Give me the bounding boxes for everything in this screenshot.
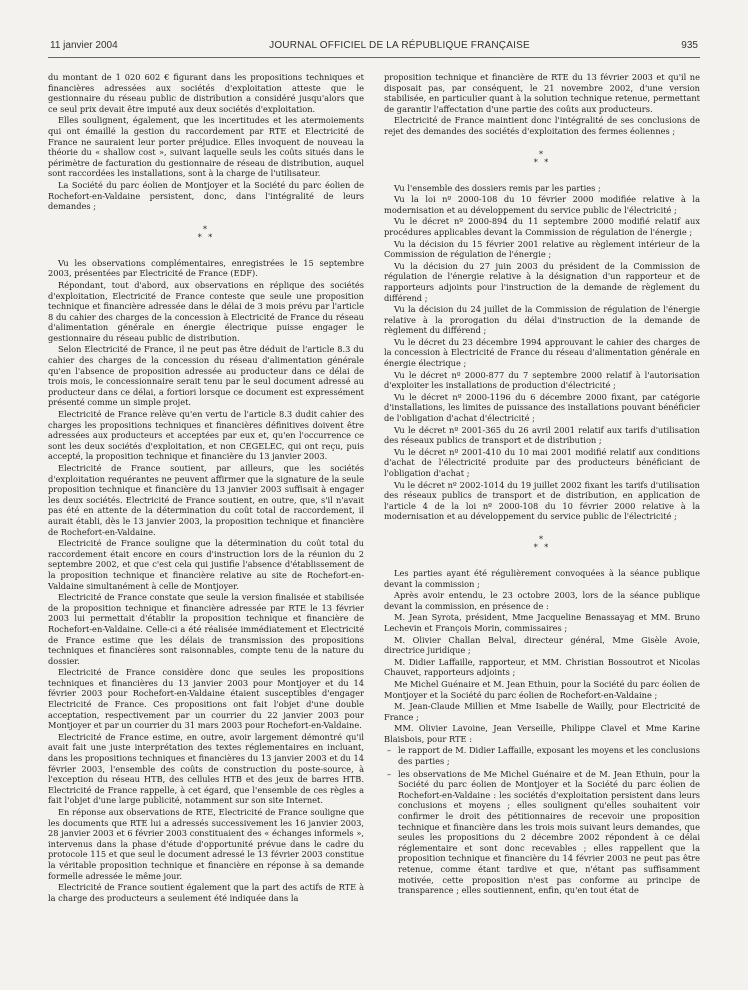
paragraph: Electricité de France relève qu'en vertu de l'article 8.3 dudit cahier des charges les propositions techniques et financières définitives doivent être adressées aux producteurs et acceptées par eux et, qu'en l'occurrence ce sont les deux sociétés d'exploitation, et non CEGELEC, qui ont reçu, puis accepté, la proposition technique et financière du 13 janvier 2003. [48,409,364,462]
paragraph: Répondant, tout d'abord, aux observations en réplique des sociétés d'exploitation, Electricité de France conteste que seule une proposition technique et financière adressée dans le délai de 3 mois prévu par l'article 8 du cahier des charges de la concession à Electricité de France du réseau d'alimentation générale en énergie électrique puisse engager le gestionnaire du réseau public de distribution. [48,279,364,343]
separator-star: * [539,534,545,544]
paragraph: proposition technique et financière de RTE du 13 février 2003 et qu'il ne disposait pas, par conséquent, le 21 novembre 2002, d'une version stabilisée, en particulier quant à la solution technique retenue, permettant de garantir l'affectation d'une partie des coûts aux producteurs. [384,72,700,114]
right-column [384,72,700,982]
paragraph: La Société du parc éolien de Montjoyer et la Société du parc éolien de Rochefort-en-Valdaine persistent, donc, dans l'intégralité de leurs demandes ; [48,179,364,212]
paragraph: Vu la décision du 24 juillet de la Commission de régulation de l'énergie relative à la prorogation du délai d'instruction de la demande de règlement du différend ; [384,304,700,336]
section-separator [48,226,364,242]
separator-star: * [203,224,209,234]
paragraph: Elles soulignent, également, que les incertitudes et les atermoiements qui ont émaillé la gestion du raccordement par RTE et Electricité de France ne sauraient leur porter préjudice. Elles invoquent de nouveau la théorie du « shallow cost », suivant laquelle seuls les coûts situés dans le périmètre de facturation du gestionnaire de réseau de distribution, auquel sont raccordées les installations, sont à la charge de l'utilisateur. [48,115,364,179]
paragraph: Electricité de France estime, en outre, avoir largement démontré qu'il avait fait une juste interprétation des textes réglementaires en incluant, dans les propositions techniques et financières du 13 janvier 2003 et du 14 février 2003, l'ensemble des coûts de construction du poste-source, à l'exception du réseau HTB, des cellules HTB et des jeux de barres HTB. Electricité de France rappelle, à cet égard, que l'ensemble de ces règles a fait l'objet d'une large publicité, notamment sur son site Internet. [48,731,364,806]
paragraph: Vu le décret nº 2000-877 du 7 septembre 2000 relatif à l'autorisation d'exploiter les installations de production d'électricité ; [384,369,700,391]
separator-star: * [539,149,545,159]
paragraph: Electricité de France constate que seule la version finalisée et stabilisée de la proposition technique et financière adressée par RTE le 13 février 2003 lui permettait d'établir la proposition technique et financière de Rochefort-en-Valdaine. Celle-ci a été réalisée immédiatement et Electricité de France estime que les délais de transmission des propositions techniques et financières sont raisonnables, compte tenu de la nature du dossier. [48,592,364,666]
header-date: 11 janvier 2004 [50,40,118,51]
separator-stars: * * [197,232,215,242]
paragraph: M. Jean Syrota, président, Mme Jacqueline Benassayag et MM. Bruno Lechevin et François Morin, commissaires ; [384,612,700,633]
page-header [48,40,700,51]
hearing-list [384,745,700,895]
paragraph: Electricité de France soutient également que la part des actifs de RTE à la charge des producteurs a seulement été indiquée dans la [48,882,364,903]
paragraph: Vu le décret nº 2000-894 du 11 septembre 2000 modifié relatif aux procédures applicables devant la Commission de régulation de l'énergie ; [384,216,700,237]
separator-stars: * * [533,542,551,552]
paragraph: M. Jean-Claude Millien et Mme Isabelle de Wailly, pour Electricité de France ; [384,701,700,722]
section-separator [384,151,700,167]
paragraph: Vu la décision du 27 juin 2003 du président de la Commission de régulation de l'énergie relative à la désignation d'un rapporteur et de rapporteurs adjoints pour l'instruction de la demande de règlement du différend ; [384,260,700,303]
paragraph: Vu le décret nº 2002-1014 du 19 juillet 2002 fixant les tarifs d'utilisation des réseaux publics de transport et de distribution, en application de l'article 4 de la loi nº 2000-108 du 10 février 2000 relative à la modernisation et au développement du service public de l'électricité ; [384,479,700,522]
paragraph: MM. Olivier Lavoine, Jean Verseille, Philippe Clavel et Mme Karine Blaisbois, pour RTE : [384,723,700,744]
header-page-number: 935 [681,40,698,51]
paragraph: Vu le décret nº 2001-410 du 10 mai 2001 modifié relatif aux conditions d'achat de l'électricité produite par des producteurs bénéficiant de l'obligation d'achat ; [384,446,700,478]
left-column [48,72,364,982]
paragraph: Me Michel Guénaire et M. Jean Ethuin, pour la Société du parc éolien de Montjoyer et la Société du parc éolien de Rochefort-en-Valdaine ; [384,678,700,700]
paragraph: Les parties ayant été régulièrement convoquées à la séance publique devant la commission ; [384,567,700,589]
paragraph: Electricité de France considère donc que seules les propositions techniques et financières du 13 janvier 2003 pour Montjoyer et du 14 février 2003 pour Rochefort-en-Valdaine étaient susceptibles d'engager Electricité de France. Ces propositions ont fait l'objet d'une double acceptation, respectivement par un courrier du 22 janvier 2003 pour Montjoyer et par un courrier du 31 mars 2003 pour Rochefort-en-Valdaine. [48,667,364,731]
paragraph: Vu la loi nº 2000-108 du 10 février 2000 modifiée relative à la modernisation et au développement du service public de l'électricité ; [384,194,700,215]
paragraph: du montant de 1 020 602 € figurant dans les propositions techniques et financières adressées aux sociétés d'exploitation atteste que le gestionnaire du réseau public de distribution a considéré jusqu'alors que ce seul prix devait être imputé aux deux sociétés d'exploitation. [48,72,364,114]
paragraph: Vu le décret du 23 décembre 1994 approuvant le cahier des charges de la concession à Electricité de France du réseau d'alimentation générale en énergie électrique ; [384,336,700,369]
paragraph: Vu l'ensemble des dossiers remis par les parties ; [394,182,601,193]
paragraph: Electricité de France maintient donc l'intégralité de ses conclusions de rejet des demandes des sociétés d'exploitation des fermes éoliennes ; [384,115,700,136]
paragraph: En réponse aux observations de RTE, Electricité de France souligne que les documents que RTE lui a adressés successivement les 16 janvier 2003, 28 janvier 2003 et 6 février 2003 constituaient des « échanges informels », intervenus dans la phase d'étude d'opportunité prévue dans le cadre du protocole 115 et que seul le document adressé le 13 février 2003 constitue la véritable proposition technique et financière en réponse à sa demande formelle adressée le même jour. [48,807,364,881]
section-separator [384,536,700,552]
header-rule [48,57,700,58]
paragraph: M. Olivier Challan Belval, directeur général, Mme Gisèle Avoie, directrice juridique ; [384,634,700,656]
list-item: – les observations de Me Michel Guénaire et de M. Jean Ethuin, pour la Société du parc éolien de Montjoyer et la Société du parc éolien de Rochefort-en-Valdaine : les sociétés d'exploitation persistent dans leurs conclusions et moyens ; elles soulignent qu'elles souhaitent voir confirmer le droit des pétitionnaires de recevoir une proposition technique et financière dans les trois mois suivant leurs demandes, que seules les propositions du 2 décembre 2002 répondent à ce délai réglementaire et sont donc recevables ; elles rappellent que la proposition technique et financière du 14 février 2003 ne peut pas être retenue, comme étant tardive et que, n'étant pas suffisamment motivée, cette proposition n'est pas conforme au principe de transparence ; elles soutiennent, enfin, qu'en tout état de [398,769,700,896]
header-journal-title: JOURNAL OFFICIEL DE LA RÉPUBLIQUE FRANÇAISE [269,40,530,51]
paragraph: Vu les observations complémentaires, enregistrées le 15 septembre 2003, présentées par Electricité de France (EDF). [48,257,364,279]
list-item: – le rapport de M. Didier Laffaille, exposant les moyens et les conclusions des parties ; [398,745,700,766]
paragraph: Vu le décret nº 2000-1196 du 6 décembre 2000 fixant, par catégorie d'installations, les limites de puissance des installations pouvant bénéficier de l'obligation d'achat d'électricité ; [384,391,700,424]
separator-stars: * * [533,157,551,167]
paragraph: Vu le décret nº 2001-365 du 26 avril 2001 relatif aux tarifs d'utilisation des réseaux publics de transport et de distribution ; [384,424,700,446]
paragraph: Electricité de France soutient, par ailleurs, que les sociétés d'exploitation requérantes ne peuvent affirmer que la signature de la seule proposition technique et financière du 13 janvier 2003 suffisait à engager les deux sociétés. Electricité de France soutient, en outre, que, s'il n'avait pas été en attente de la détermination du coût total de raccordement, il aurait établi, dès le 13 janvier 2003, la proposition technique et financière de Rochefort-en-Valdaine. [48,463,364,537]
paragraph: Electricité de France souligne que la détermination du coût total du raccordement était encore en cours d'instruction lors de la réunion du 2 septembre 2002, et que c'est cela qui justifie l'absence d'établissement de la proposition technique et financière relative au site de Rochefort-en-Valdaine simultanément à celle de Montjoyer. [48,538,364,591]
text-columns [48,72,700,982]
paragraph: Vu la décision du 15 février 2001 relative au règlement intérieur de la Commission de régulation de l'énergie ; [384,238,700,260]
paragraph: M. Didier Laffaille, rapporteur, et MM. Christian Bossoutrot et Nicolas Chauvet, rapporteurs adjoints ; [384,656,700,678]
paragraph: Après avoir entendu, le 23 octobre 2003, lors de la séance publique devant la commission, en présence de : [384,590,700,611]
paragraph: Selon Electricité de France, il ne peut pas être déduit de l'article 8.3 du cahier des charges de la concession du réseau d'alimentation générale qu'en l'absence de proposition adressée au producteur dans ce délai de trois mois, le concessionnaire serait tenu par le seul document adressé au producteur dans ce délai, a fortiori lorsque ce document est expressément présenté comme un simple projet. [48,344,364,408]
